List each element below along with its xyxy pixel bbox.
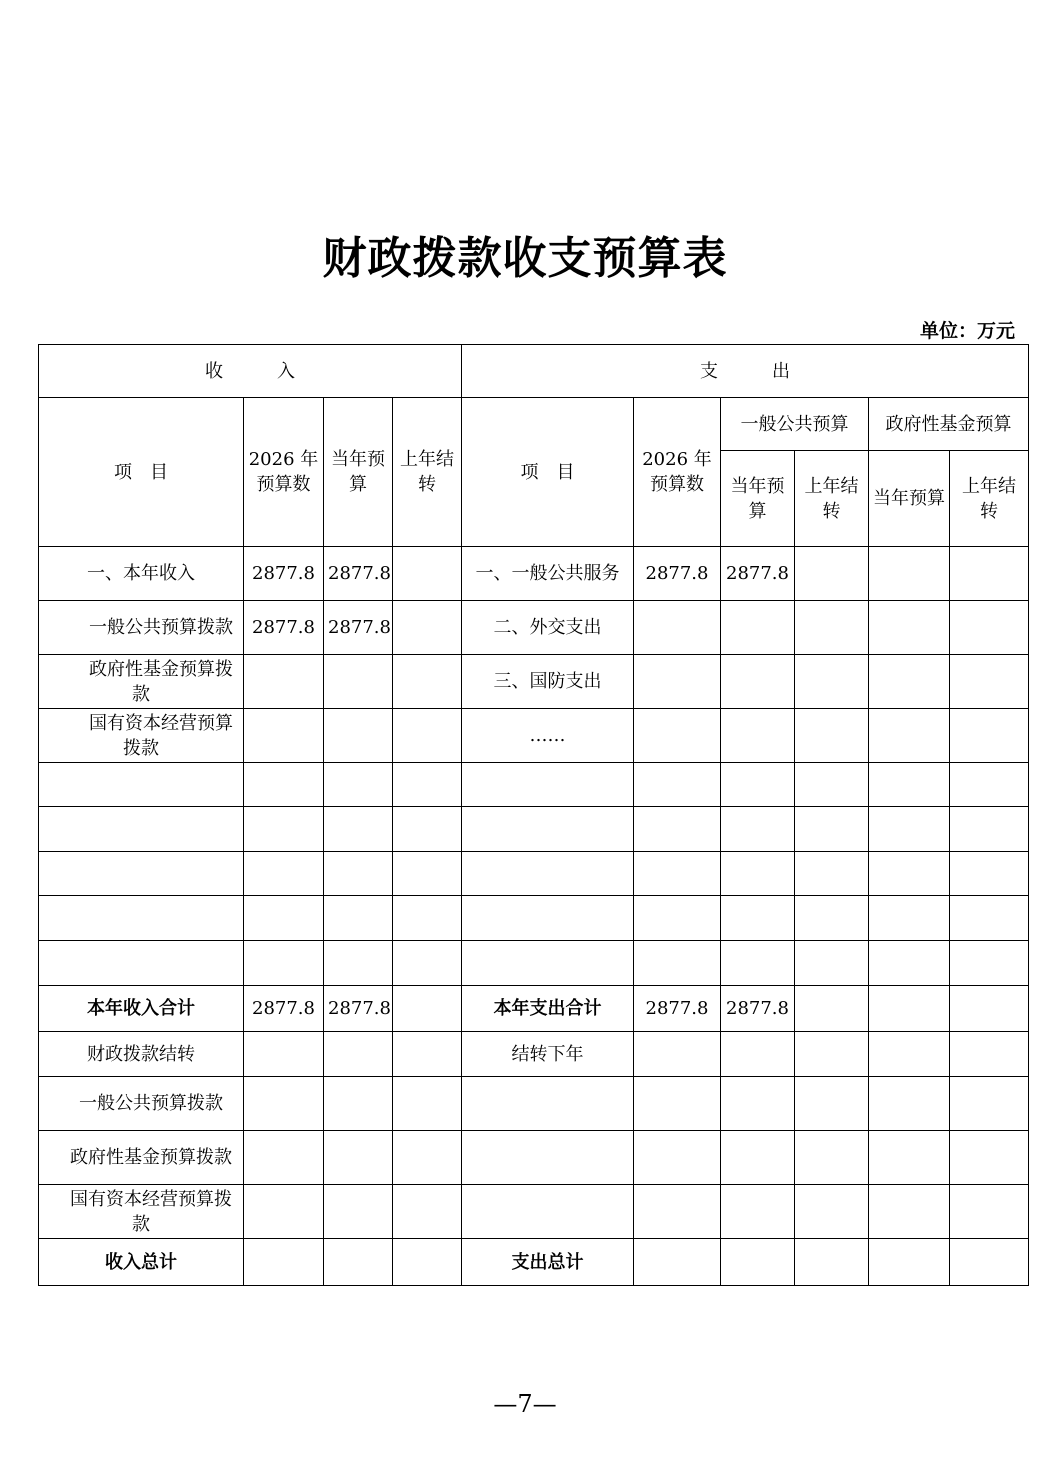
expense-gp-current: 2877.8	[721, 547, 795, 601]
unit-label: 单位：万元	[919, 320, 1015, 342]
expense-gp-current	[721, 601, 795, 655]
income-total	[244, 655, 324, 709]
empty-row	[39, 763, 1029, 807]
table-row	[39, 601, 1029, 655]
income-carryover-header: 上年结转	[393, 398, 462, 547]
header-row-1	[39, 345, 1029, 398]
expense-gf-carryover	[950, 709, 1029, 763]
gp-current-header: 当年预算	[721, 451, 795, 547]
income-total: 2877.8	[244, 547, 324, 601]
income-carryover	[393, 709, 462, 763]
expense-gp-carryover	[795, 547, 869, 601]
expense-total	[634, 709, 721, 763]
income-item: 一般公共预算拨款	[39, 601, 244, 655]
income-current: 2877.8	[324, 986, 393, 1032]
expense-gp-carryover	[795, 986, 869, 1032]
income-header: 收 入	[39, 345, 462, 398]
income-budget2026-header: 2026 年预算数	[244, 398, 324, 547]
income-current: 2877.8	[324, 601, 393, 655]
expense-gp-current	[721, 655, 795, 709]
table-row	[39, 655, 1029, 709]
income-carryover	[393, 601, 462, 655]
table-row	[39, 1077, 1029, 1131]
gp-carryover-header: 上年结转	[795, 451, 869, 547]
income-total: 2877.8	[244, 986, 324, 1032]
expense-gp-carryover	[795, 601, 869, 655]
income-total: 2877.8	[244, 601, 324, 655]
gf-carryover-header: 上年结转	[950, 451, 1029, 547]
expense-subtotal-label: 本年支出合计	[462, 986, 634, 1032]
income-grand-total-label: 收入总计	[39, 1239, 244, 1286]
empty-row	[39, 896, 1029, 941]
expense-total: 2877.8	[634, 547, 721, 601]
income-subtotal-label: 本年收入合计	[39, 986, 244, 1032]
table-row	[39, 1131, 1029, 1185]
expense-gf-current	[869, 709, 950, 763]
page-title: 财政拨款收支预算表	[322, 233, 728, 284]
expense-gf-current	[869, 986, 950, 1032]
income-item-header: 项 目	[39, 398, 244, 547]
expense-gp-carryover	[795, 709, 869, 763]
income-carryover	[393, 986, 462, 1032]
income-current	[324, 655, 393, 709]
table-row	[39, 1032, 1029, 1077]
budget-table	[38, 344, 1029, 1286]
expense-gf-carryover	[950, 655, 1029, 709]
income-item: 政府性基金预算拨款	[39, 1131, 244, 1185]
expense-gf-current	[869, 655, 950, 709]
expense-gp-current: 2877.8	[721, 986, 795, 1032]
gov-fund-header: 政府性基金预算	[869, 398, 1029, 451]
table-row	[39, 547, 1029, 601]
income-current: 2877.8	[324, 547, 393, 601]
page-number: —7—	[493, 1390, 557, 1418]
expense-item: 结转下年	[462, 1032, 634, 1077]
header-row-2	[39, 398, 1029, 451]
expense-budget2026-header: 2026 年预算数	[634, 398, 721, 547]
expense-total	[634, 655, 721, 709]
gf-current-header: 当年预算	[869, 451, 950, 547]
general-public-header: 一般公共预算	[721, 398, 869, 451]
income-carryover	[393, 655, 462, 709]
expense-item: ……	[462, 709, 634, 763]
income-item: 一、本年收入	[39, 547, 244, 601]
income-item: 一般公共预算拨款	[39, 1077, 244, 1131]
income-item: 国有资本经营预算拨款	[39, 1185, 244, 1239]
table-row	[39, 709, 1029, 763]
income-item: 财政拨款结转	[39, 1032, 244, 1077]
expense-gf-carryover	[950, 547, 1029, 601]
expense-grand-total-label: 支出总计	[462, 1239, 634, 1286]
income-total	[244, 709, 324, 763]
expense-gf-carryover	[950, 601, 1029, 655]
income-item: 政府性基金预算拨款	[39, 655, 244, 709]
expense-gp-current	[721, 709, 795, 763]
income-current-header: 当年预算	[324, 398, 393, 547]
income-item: 国有资本经营预算拨款	[39, 709, 244, 763]
expense-item-header: 项 目	[462, 398, 634, 547]
empty-row	[39, 807, 1029, 852]
expense-total	[634, 601, 721, 655]
expense-gf-current	[869, 547, 950, 601]
income-current	[324, 709, 393, 763]
expense-gf-carryover	[950, 986, 1029, 1032]
expense-item: 二、外交支出	[462, 601, 634, 655]
empty-row	[39, 941, 1029, 986]
table-row	[39, 1185, 1029, 1239]
expense-gp-carryover	[795, 655, 869, 709]
subtotal-row	[39, 986, 1029, 1032]
expense-total: 2877.8	[634, 986, 721, 1032]
expense-item: 三、国防支出	[462, 655, 634, 709]
empty-row	[39, 852, 1029, 896]
income-carryover	[393, 547, 462, 601]
expense-item: 一、一般公共服务	[462, 547, 634, 601]
expense-gf-current	[869, 601, 950, 655]
expense-header: 支 出	[462, 345, 1029, 398]
total-row	[39, 1239, 1029, 1286]
